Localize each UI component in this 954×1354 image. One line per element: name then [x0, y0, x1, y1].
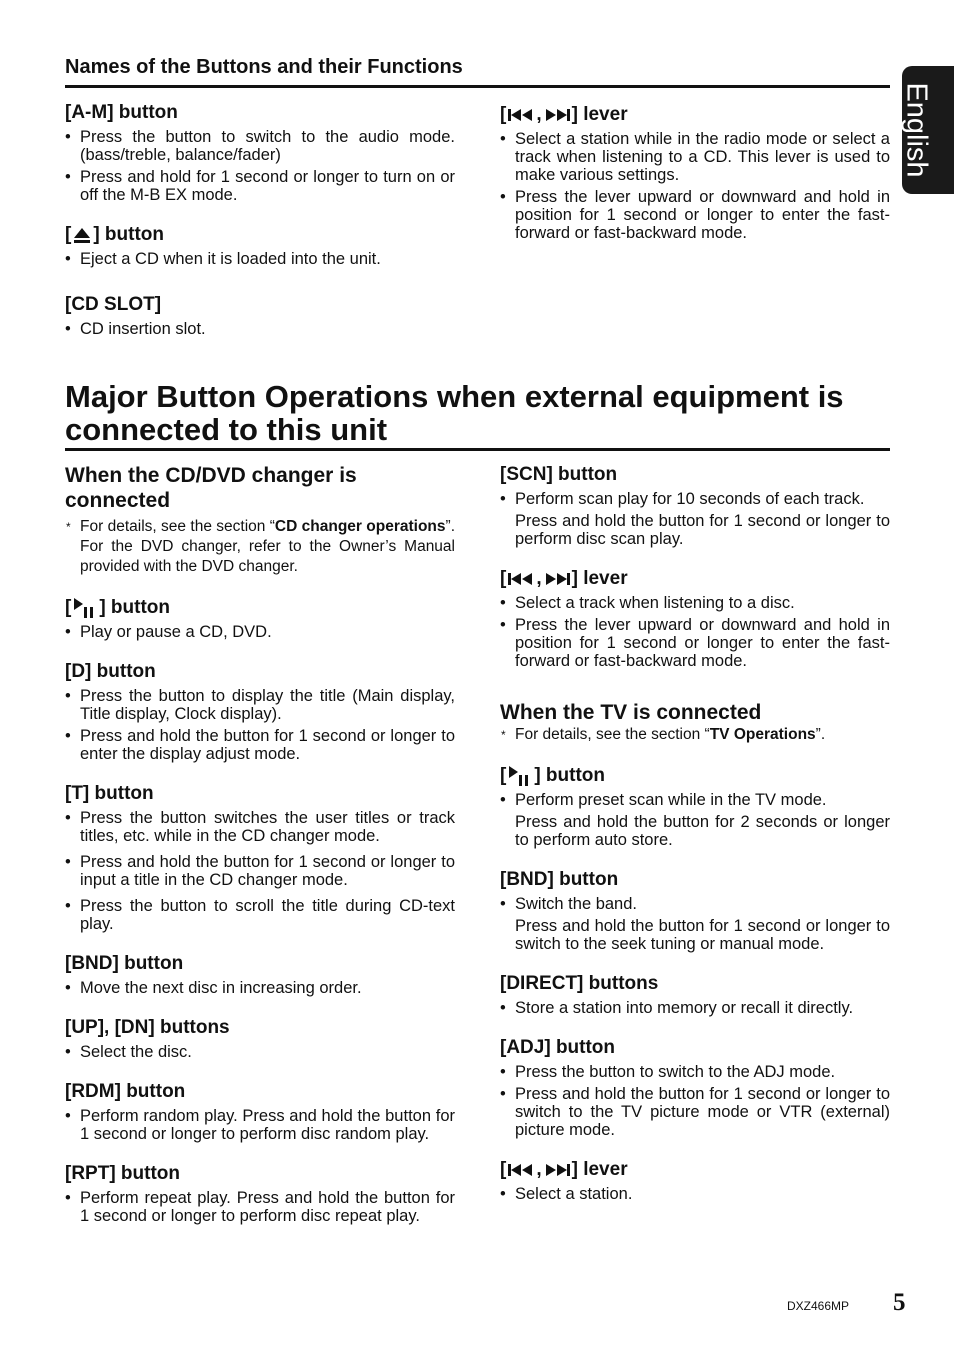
- divider: [65, 85, 890, 88]
- lever-heading: [500, 568, 890, 590]
- model-number: DXZ466MP: [787, 1299, 850, 1313]
- bracket-open: [: [65, 224, 72, 245]
- note-text: ”. For the DVD changer, refer to the Owner’s Manual provided with the DVD changer.: [80, 518, 455, 575]
- separator: ,: [536, 568, 542, 589]
- list-item: • Store a station into memory or recall it directly.: [500, 999, 890, 1017]
- list-item-continuation: Press and hold the button for 1 second or longer to switch to the seek tuning or manual mode.: [515, 917, 890, 953]
- bracket-close-label: ] lever: [571, 104, 628, 125]
- lever-section: [500, 568, 890, 670]
- list-item: • Press the lever upward or downward and hold in position for 1 second or longer to enter the fast-forward or fast-backward mode.: [500, 616, 890, 670]
- skip-forward-icon: [544, 572, 570, 586]
- top-right-column: [500, 104, 890, 242]
- t-button-section: [65, 783, 455, 933]
- t-button-heading: [T] button: [65, 783, 154, 804]
- scn-button-section: [500, 464, 890, 548]
- list-item: • Perform random play. Press and hold the button for 1 second or longer to perform disc random play.: [65, 1107, 455, 1143]
- list-item-continuation: Press and hold the button for 2 seconds or longer to perform auto store.: [515, 813, 890, 849]
- list-item: • Press and hold the button for 1 second or longer to enter the display adjust mode.: [65, 727, 455, 763]
- bracket-close-label: ] button: [93, 224, 165, 245]
- note-text: For details, see the section “: [80, 518, 275, 535]
- play-pause-icon: [73, 598, 97, 618]
- list-item: • Perform repeat play. Press and hold the button for 1 second or longer to perform disc repeat play.: [65, 1189, 455, 1225]
- tv-bnd-heading: [BND] button: [500, 869, 619, 890]
- note-text: For details, see the section “: [515, 726, 710, 743]
- separator: ,: [536, 1159, 542, 1180]
- top-left-column: [65, 102, 455, 338]
- list-item: • Select the disc.: [65, 1043, 455, 1061]
- eject-button-section: [65, 224, 455, 268]
- page-number: 5: [893, 1289, 906, 1316]
- rdm-button-heading: [RDM] button: [65, 1081, 186, 1102]
- list-item: • Press the button to switch to the ADJ mode.: [500, 1063, 890, 1081]
- language-tab: English: [902, 66, 954, 194]
- tv-play-section: [500, 765, 890, 849]
- list-item: • Select a station.: [500, 1185, 890, 1203]
- page-title: Major Button Operations when external equipment is connected to this unit: [65, 379, 844, 447]
- skip-back-icon: [508, 1163, 534, 1177]
- list-item: • Play or pause a CD, DVD.: [65, 623, 455, 641]
- rdm-button-section: [65, 1081, 455, 1143]
- adj-button-heading: [ADJ] button: [500, 1037, 616, 1058]
- list-item: • Move the next disc in increasing order.: [65, 979, 455, 997]
- play-pause-icon: [508, 766, 532, 786]
- direct-buttons-heading: [DIRECT] buttons: [500, 973, 659, 994]
- list-item: • Press the button to display the title (Main display, Title display, Clock display).: [65, 687, 455, 723]
- rpt-button-section: [65, 1163, 455, 1225]
- up-dn-buttons-section: [65, 1017, 455, 1061]
- bracket-close-label: ] button: [534, 765, 606, 786]
- divider: [65, 448, 890, 451]
- note-text: ”.: [815, 726, 826, 743]
- list-item: • Select a track when listening to a disc.: [500, 594, 890, 612]
- bracket-open: [: [500, 765, 507, 786]
- tv-lever-heading: [500, 1159, 890, 1181]
- bracket-close-label: ] lever: [571, 568, 628, 589]
- d-button-section: [65, 661, 455, 763]
- list-item: • CD insertion slot.: [65, 320, 455, 338]
- cd-slot-heading: [CD SLOT]: [65, 294, 162, 315]
- eject-button-heading: [65, 224, 455, 246]
- tv-note: [500, 725, 890, 745]
- list-item: • Eject a CD when it is loaded into the unit.: [65, 250, 455, 268]
- list-item: • Press and hold for 1 second or longer to turn on or off the M-B EX mode.: [65, 168, 455, 204]
- lever-heading: [500, 104, 890, 126]
- list-item: • Press and hold the button for 1 second or longer to switch to the TV picture mode or VTR (external) picture mode.: [500, 1085, 890, 1139]
- direct-buttons-section: [500, 973, 890, 1017]
- adj-button-section: [500, 1037, 890, 1139]
- bnd-button-section: [65, 953, 455, 997]
- list-item: • Perform scan play for 10 seconds of each track.: [500, 490, 890, 508]
- tv-heading: When the TV is connected: [500, 701, 762, 724]
- list-item: • Press and hold the button for 1 second or longer to input a title in the CD changer mode.: [65, 853, 455, 889]
- separator: ,: [536, 104, 542, 125]
- cd-changer-column: [65, 463, 455, 1225]
- skip-forward-icon: [544, 108, 570, 122]
- eject-icon: [73, 227, 91, 243]
- right-column: [500, 464, 890, 1203]
- am-button-heading: [A-M] button: [65, 102, 178, 123]
- list-item: • Perform preset scan while in the TV mode.: [500, 791, 890, 809]
- d-button-heading: [D] button: [65, 661, 156, 682]
- list-item: • Press the lever upward or downward and hold in position for 1 second or longer to enter the fast-forward or fast-backward mode.: [500, 188, 890, 242]
- cd-changer-heading: When the CD/DVD changer is connected: [65, 464, 357, 512]
- note-reference: CD changer operations: [274, 518, 446, 535]
- bracket-close-label: ] lever: [571, 1159, 628, 1180]
- list-item: • Select a station while in the radio mode or select a track when listening to a CD. This lever is used to make various settings.: [500, 130, 890, 184]
- bnd-button-heading: [BND] button: [65, 953, 184, 974]
- bracket-open: [: [500, 1159, 507, 1180]
- list-item: • Press the button to scroll the title during CD-text play.: [65, 897, 455, 933]
- play-pause-heading: [65, 597, 455, 619]
- bracket-open: [: [500, 568, 507, 589]
- bracket-open: [: [65, 597, 72, 618]
- tv-bnd-section: [500, 869, 890, 953]
- cd-changer-note: [65, 517, 455, 577]
- scn-button-heading: [SCN] button: [500, 464, 618, 485]
- list-item: • Press the button switches the user titles or track titles, etc. while in the CD changer mode.: [65, 809, 455, 845]
- list-item: • Press the button to switch to the audio mode. (bass/treble, balance/fader): [65, 128, 455, 164]
- list-item: • Switch the band.: [500, 895, 890, 913]
- skip-back-icon: [508, 572, 534, 586]
- tv-section: [500, 700, 890, 1203]
- note-reference: TV Operations: [709, 726, 816, 743]
- tv-play-heading: [500, 765, 890, 787]
- bracket-open: [: [500, 104, 507, 125]
- section-title-button-names: Names of the Buttons and their Functions: [65, 56, 463, 78]
- skip-forward-icon: [544, 1163, 570, 1177]
- cd-slot-section: [65, 294, 455, 338]
- tv-lever-section: [500, 1159, 890, 1203]
- up-dn-buttons-heading: [UP], [DN] buttons: [65, 1017, 230, 1038]
- list-item-continuation: Press and hold the button for 1 second or longer to perform disc scan play.: [515, 512, 890, 548]
- rpt-button-heading: [RPT] button: [65, 1163, 181, 1184]
- bracket-close-label: ] button: [99, 597, 171, 618]
- play-pause-section: [65, 597, 455, 641]
- skip-back-icon: [508, 108, 534, 122]
- am-button-section: [65, 102, 455, 204]
